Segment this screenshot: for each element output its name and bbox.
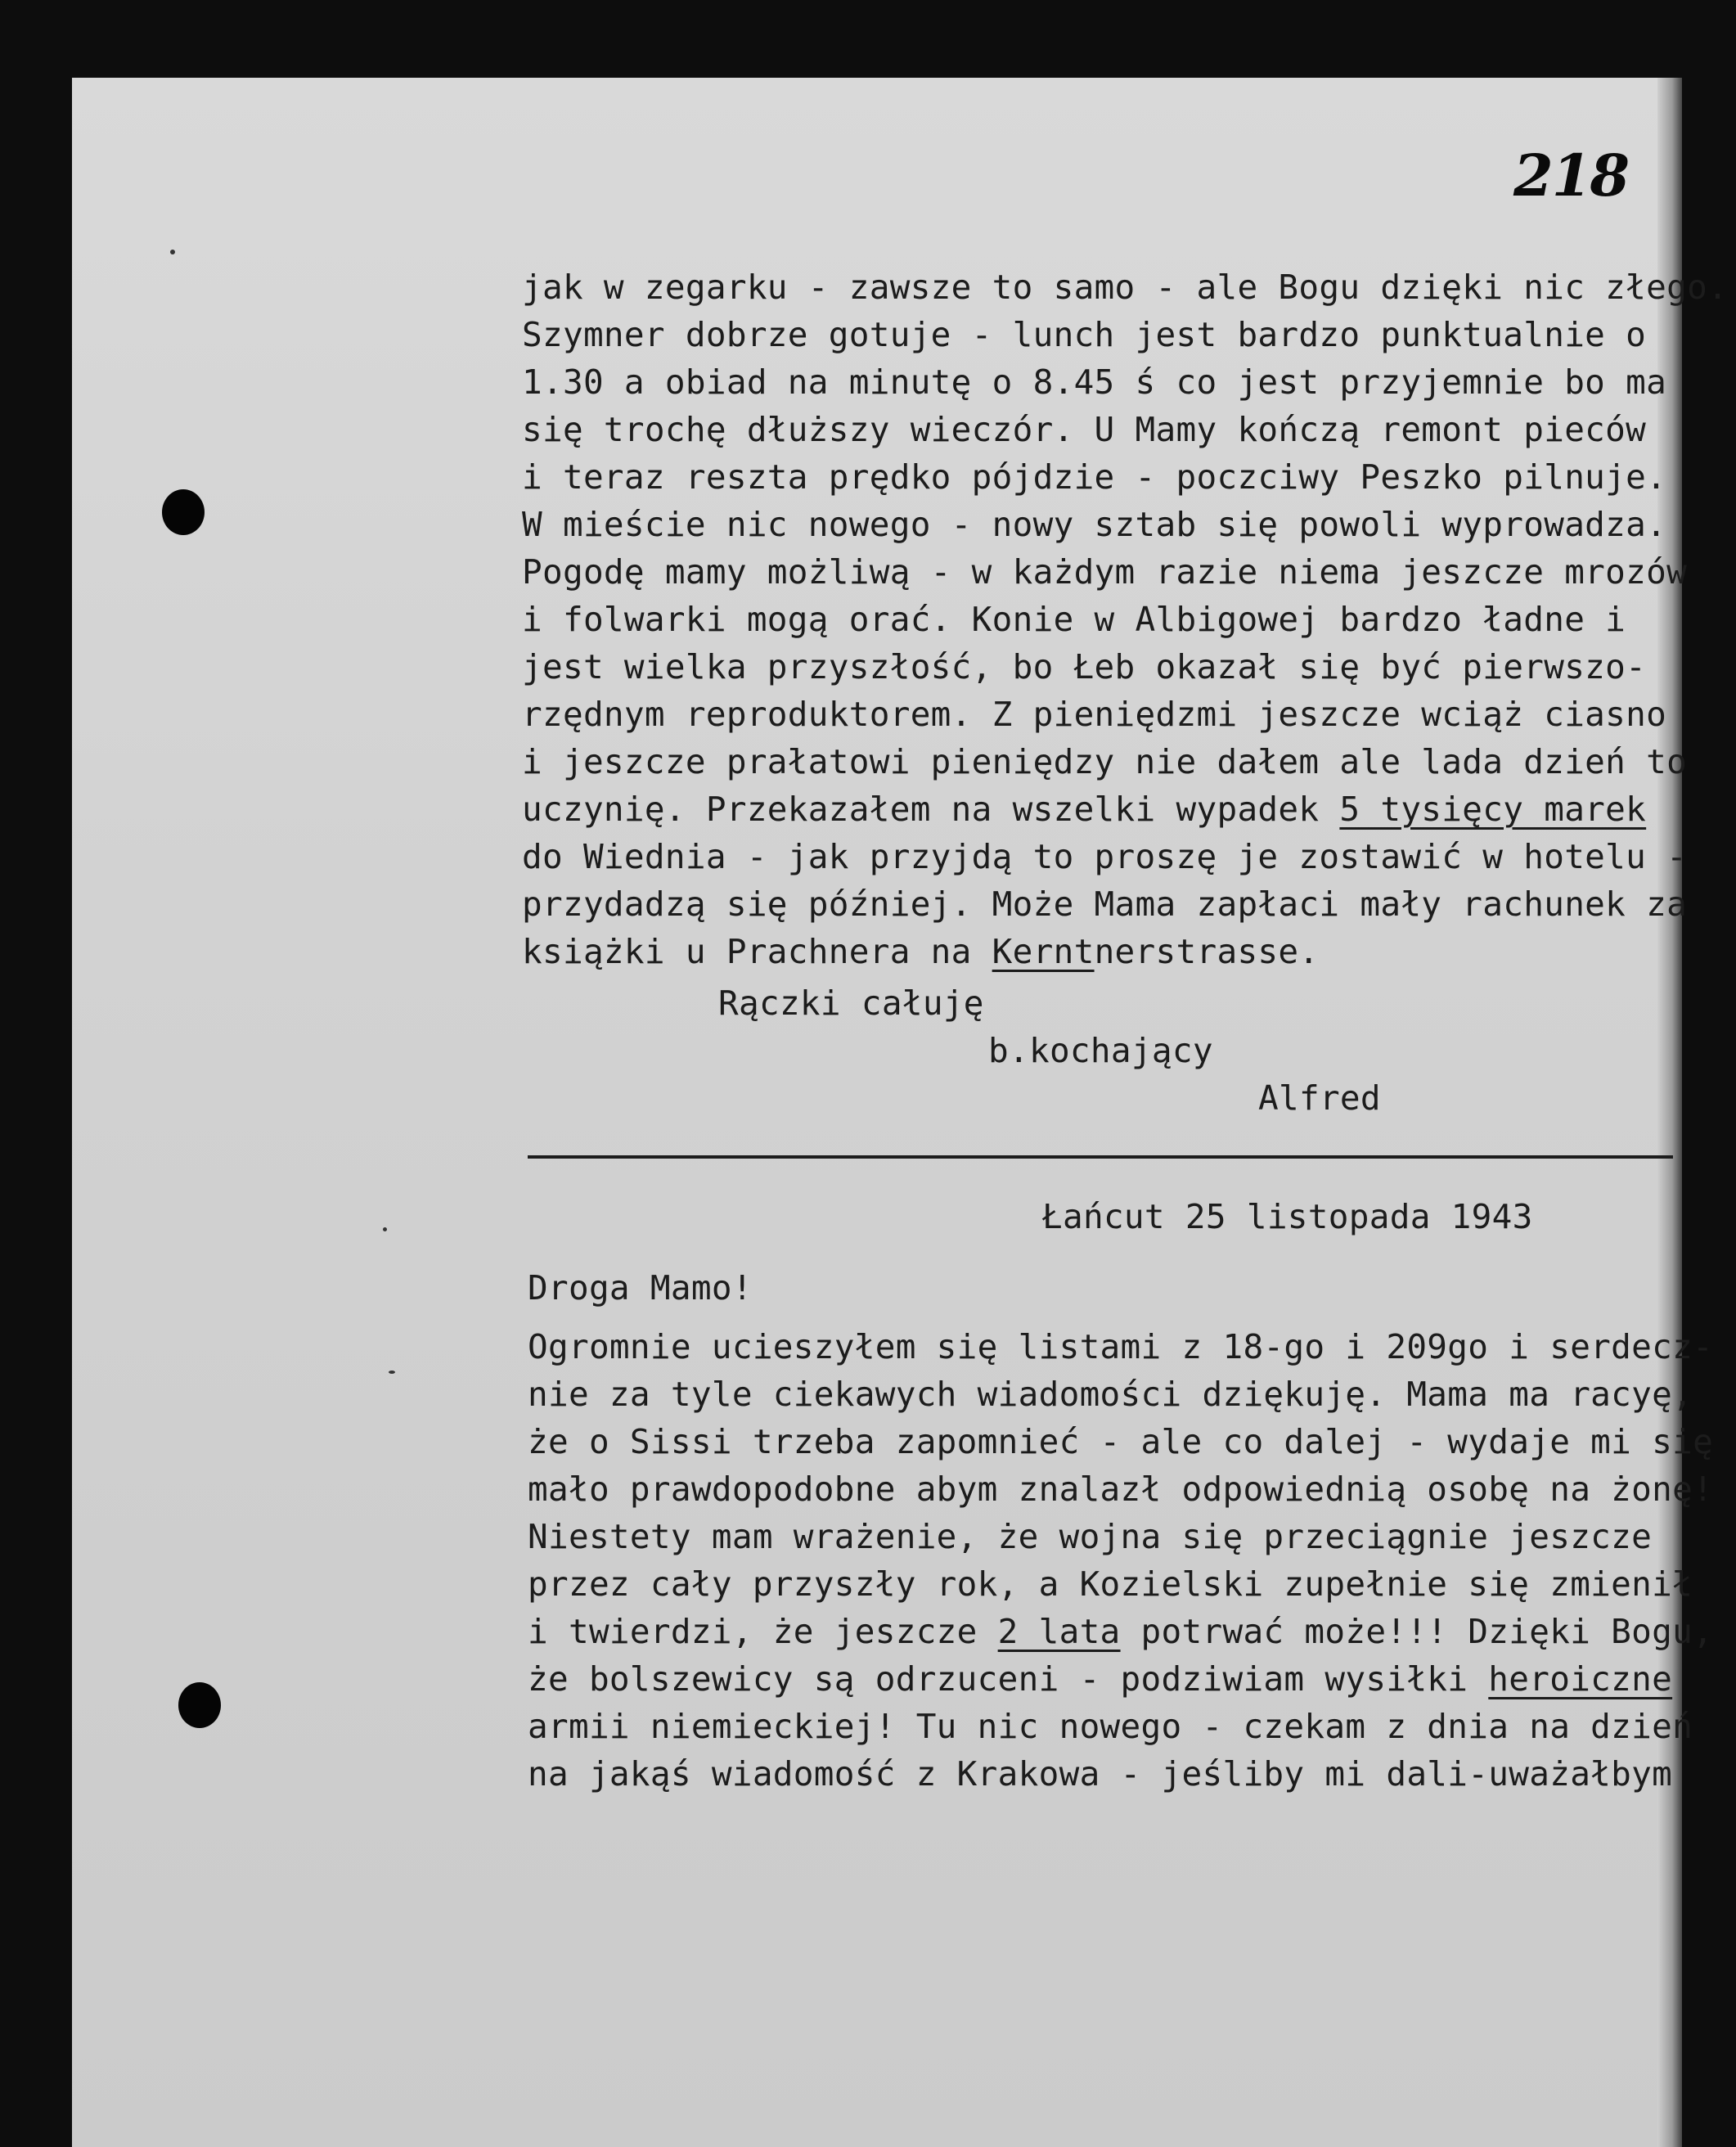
letter-1-body-line: jak w zegarku - zawsze to samo - ale Bogu dzięki nic złego. [522, 268, 1729, 307]
punch-hole [178, 1682, 221, 1728]
letter-2-body-line: Ogromnie ucieszyłem się listami z 18-go i 209go i serdecz- [528, 1327, 1714, 1366]
letter-2-body-line: na jakąś wiadomość z Krakowa - jeśliby mi dali-uważałbym [528, 1754, 1673, 1794]
letter-1-body-line: do Wiednia - jak przyjdą to proszę je zostawić w hotelu - [522, 837, 1688, 876]
letter-1-body-line: przydadzą się później. Może Mama zapłaci mały rachunek za [522, 884, 1688, 924]
letter-1-body-line: 1.30 a obiad na minutę o 8.45 ś co jest przyjemnie bo ma [522, 362, 1667, 402]
speck [383, 1227, 387, 1231]
letter-divider [528, 1155, 1673, 1159]
letter-1-body-line: Szymner dobrze gotuje - lunch jest bardzo punktualnie o [522, 315, 1647, 354]
speck [389, 1371, 395, 1374]
letter-1-body-line: Pogodę mamy możliwą - w każdym razie niema jeszcze mrozów [522, 552, 1688, 592]
letter-1-valediction: b.kochający [988, 1031, 1213, 1070]
letter-1-signature: Alfred [1258, 1078, 1381, 1118]
letter-2-body-line: Niestety mam wrażenie, że wojna się przeciągnie jeszcze [528, 1517, 1653, 1556]
letter-2-body-line: że bolszewicy są odrzuceni - podziwiam wysiłki heroiczne [528, 1659, 1673, 1699]
letter-1-body-line: książki u Prachnera na Kerntnerstrasse. [522, 932, 1320, 971]
speck [170, 250, 175, 254]
letter-1-body-line: W mieście nic nowego - nowy sztab się powoli wyprowadza. [522, 505, 1667, 544]
letter-2-body-line: przez cały przyszły rok, a Kozielski zupełnie się zmienił [528, 1564, 1693, 1604]
letter-1-body-line: i teraz reszta prędko pójdzie - poczciwy Peszko pilnuje. [522, 457, 1667, 497]
underlined-text: heroiczne [1488, 1659, 1673, 1699]
letter-2-body-line: armii niemieckiej! Tu nic nowego - czekam z dnia na dzień [528, 1707, 1693, 1746]
underlined-text: Kernt [992, 932, 1095, 971]
punch-hole [162, 489, 205, 535]
underlined-text: 5 tysięcy marek [1339, 790, 1647, 829]
letter-1-body-line: jest wielka przyszłość, bo Łeb okazał się być pierwszo- [522, 647, 1647, 686]
page-number: 218 [1513, 142, 1629, 209]
letter-2-body-line: mało prawdopodobne abym znalazł odpowiednią osobę na żonę! [528, 1470, 1714, 1509]
letter-1-closing: Rączki całuję [718, 983, 984, 1023]
letter-1-body-line: i folwarki mogą orać. Konie w Albigowej bardzo ładne i [522, 600, 1626, 639]
letter-2-body-line: nie za tyle ciekawych wiadomości dziękuję. Mama ma racyę, [528, 1375, 1693, 1414]
letter-1-body-line: uczynię. Przekazałem na wszelki wypadek 5 tysięcy marek [522, 790, 1647, 829]
letter-1-body-line: się trochę dłuższy wieczór. U Mamy kończą remont pieców [522, 410, 1647, 449]
underlined-text: 2 lata [997, 1612, 1121, 1651]
letter-2-salutation: Droga Mamo! [528, 1268, 753, 1308]
letter-2-place-date: Łańcut 25 listopada 1943 [1042, 1197, 1533, 1236]
letter-2-body-line: że o Sissi trzeba zapomnieć - ale co dalej - wydaje mi się [528, 1422, 1714, 1461]
letter-2-body-line: i twierdzi, że jeszcze 2 lata potrwać może!!! Dzięki Bogu, [528, 1612, 1714, 1651]
letter-1-body-line: i jeszcze prałatowi pieniędzy nie dałem ale lada dzień to [522, 742, 1688, 781]
letter-1-body-line: rzędnym reproduktorem. Z pieniędzmi jeszcze wciąż ciasno [522, 695, 1667, 734]
